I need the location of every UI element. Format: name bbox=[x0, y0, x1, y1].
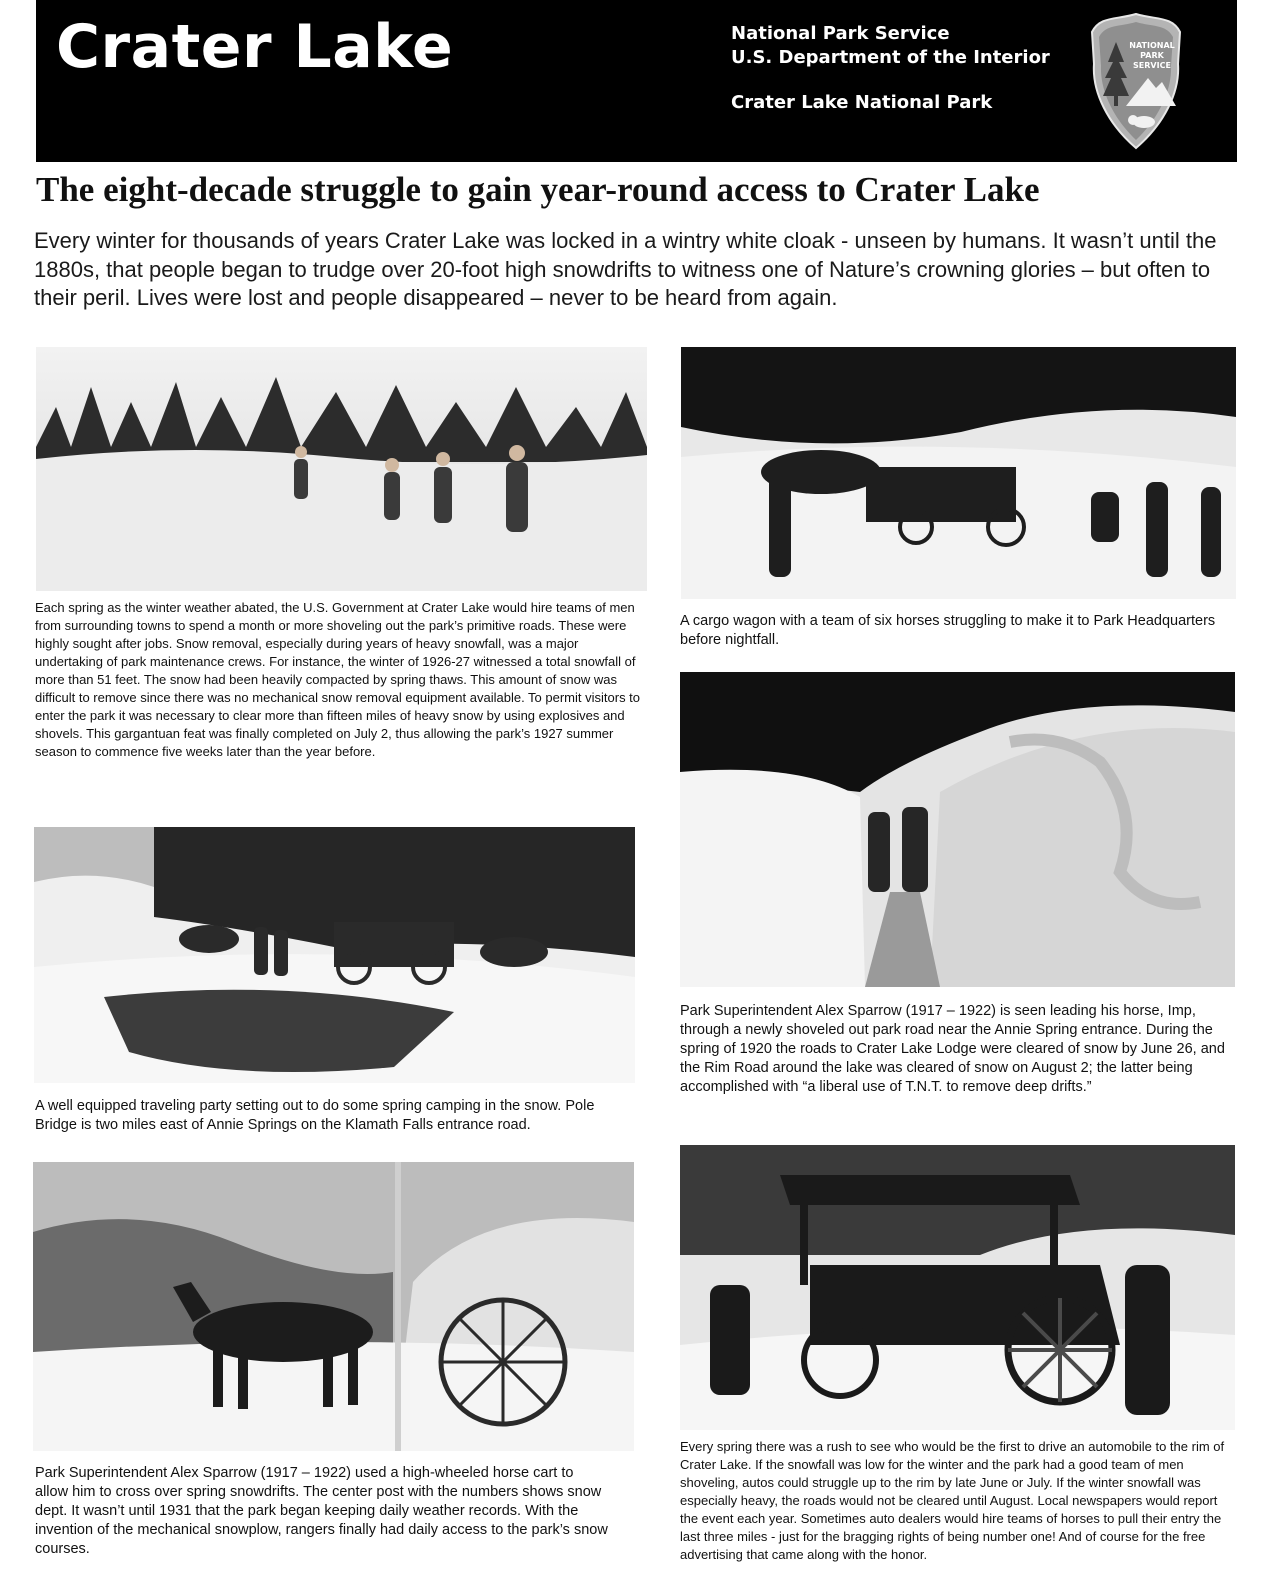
caption-automobile: Every spring there was a rush to see who would be the first to drive an automobile to the rim of Crater Lake. If the snowfall was low for the winter and the park had a good team of men shoveling, autos could struggle up to the rim by late June or July. If the winter snowfall was especially heavy, the roads would not be cleared until August. Local newspapers would report the event each year. Sometimes auto dealers would hire teams of horses to pull their entry the last three miles - just for the bragging rights of being number one! And of course for the free advertising that came along with the honor. bbox=[680, 1439, 1225, 1562]
header-banner bbox=[36, 0, 1237, 162]
photo-snow-shovelers bbox=[36, 347, 647, 591]
photo-automobile bbox=[680, 1145, 1235, 1430]
agency-name: National Park Service bbox=[731, 23, 950, 44]
park-name: Crater Lake bbox=[56, 12, 454, 82]
page-title: The eight-decade struggle to gain year-round access to Crater Lake bbox=[36, 170, 1040, 209]
caption-traveling-party: A well equipped traveling party setting out to do some spring camping in the snow. Pole Bridge is two miles east of Annie Springs on the Klamath Falls entrance road. bbox=[35, 1098, 595, 1133]
agency-block bbox=[731, 22, 1050, 70]
caption-snow-shovelers: Each spring as the winter weather abated, the U.S. Government at Crater Lake would hire teams of men from surrounding towns to spend a month or more shoveling out the park’s primitive roads. These were highly sought after jobs. Snow removal, especially during years of heavy snowfall, was a major undertaking of park maintenance crews. For instance, the winter of 1926-27 witnessed a total snowfall of more than 51 feet. The snow had been heavily compacted by spring thaws. This amount of snow was difficult to remove since there was no mechanical snow removal equipment available. To permit visitors to enter the park it was necessary to clear more than fifteen miles of heavy snow by using explosives and shovels. This gargantuan feat was finally completed on July 2, thus allowing the park’s 1927 summer season to commence five weeks later than the year before. bbox=[35, 600, 641, 759]
intro-paragraph: Every winter for thousands of years Crater Lake was locked in a wintry white cloak - unseen by humans. It wasn’t until the 1880s, that people began to trudge over 20-foot high snowdrifts to witness one of Nature’s crowning glories – but often to their peril. Lives were lost and people disappeared – never to be heard from again. bbox=[34, 228, 1217, 310]
unit-name: Crater Lake National Park bbox=[731, 92, 993, 113]
logo-text-line-1: NATIONAL bbox=[1129, 41, 1175, 50]
caption-sparrow-horse: Park Superintendent Alex Sparrow (1917 – 1922) is seen leading his horse, Imp, through a newly shoveled out park road near the Annie Spring entrance. During the spring of 1920 the roads to Crater Lake Lodge were cleared of snow by June 26, and the Rim Road around the lake was cleared of snow on August 2; the latter being accomplished with “a liberal use of T.N.T. to remove deep drifts.” bbox=[680, 1003, 1225, 1095]
logo-text-line-3: SERVICE bbox=[1133, 61, 1171, 70]
photo-traveling-party bbox=[34, 827, 635, 1083]
photo-sparrow-horse bbox=[680, 672, 1235, 987]
caption-cargo-wagon: A cargo wagon with a team of six horses struggling to make it to Park Headquarters before nightfall. bbox=[680, 613, 1216, 648]
photo-horse-cart bbox=[33, 1162, 634, 1451]
logo-text-line-2: PARK bbox=[1140, 51, 1164, 60]
caption-horse-cart: Park Superintendent Alex Sparrow (1917 – 1922) used a high-wheeled horse cart to allow him to cross over spring snowdrifts. The center post with the numbers shows snow dept. It wasn’t until 1931 that the park began keeping daily weather records. With the invention of the mechanical snowplow, rangers finally had daily access to the park’s snow courses. bbox=[35, 1465, 608, 1557]
photo-cargo-wagon bbox=[681, 347, 1236, 599]
nps-arrowhead-logo bbox=[1086, 12, 1186, 150]
department-name: U.S. Department of the Interior bbox=[731, 47, 1050, 68]
